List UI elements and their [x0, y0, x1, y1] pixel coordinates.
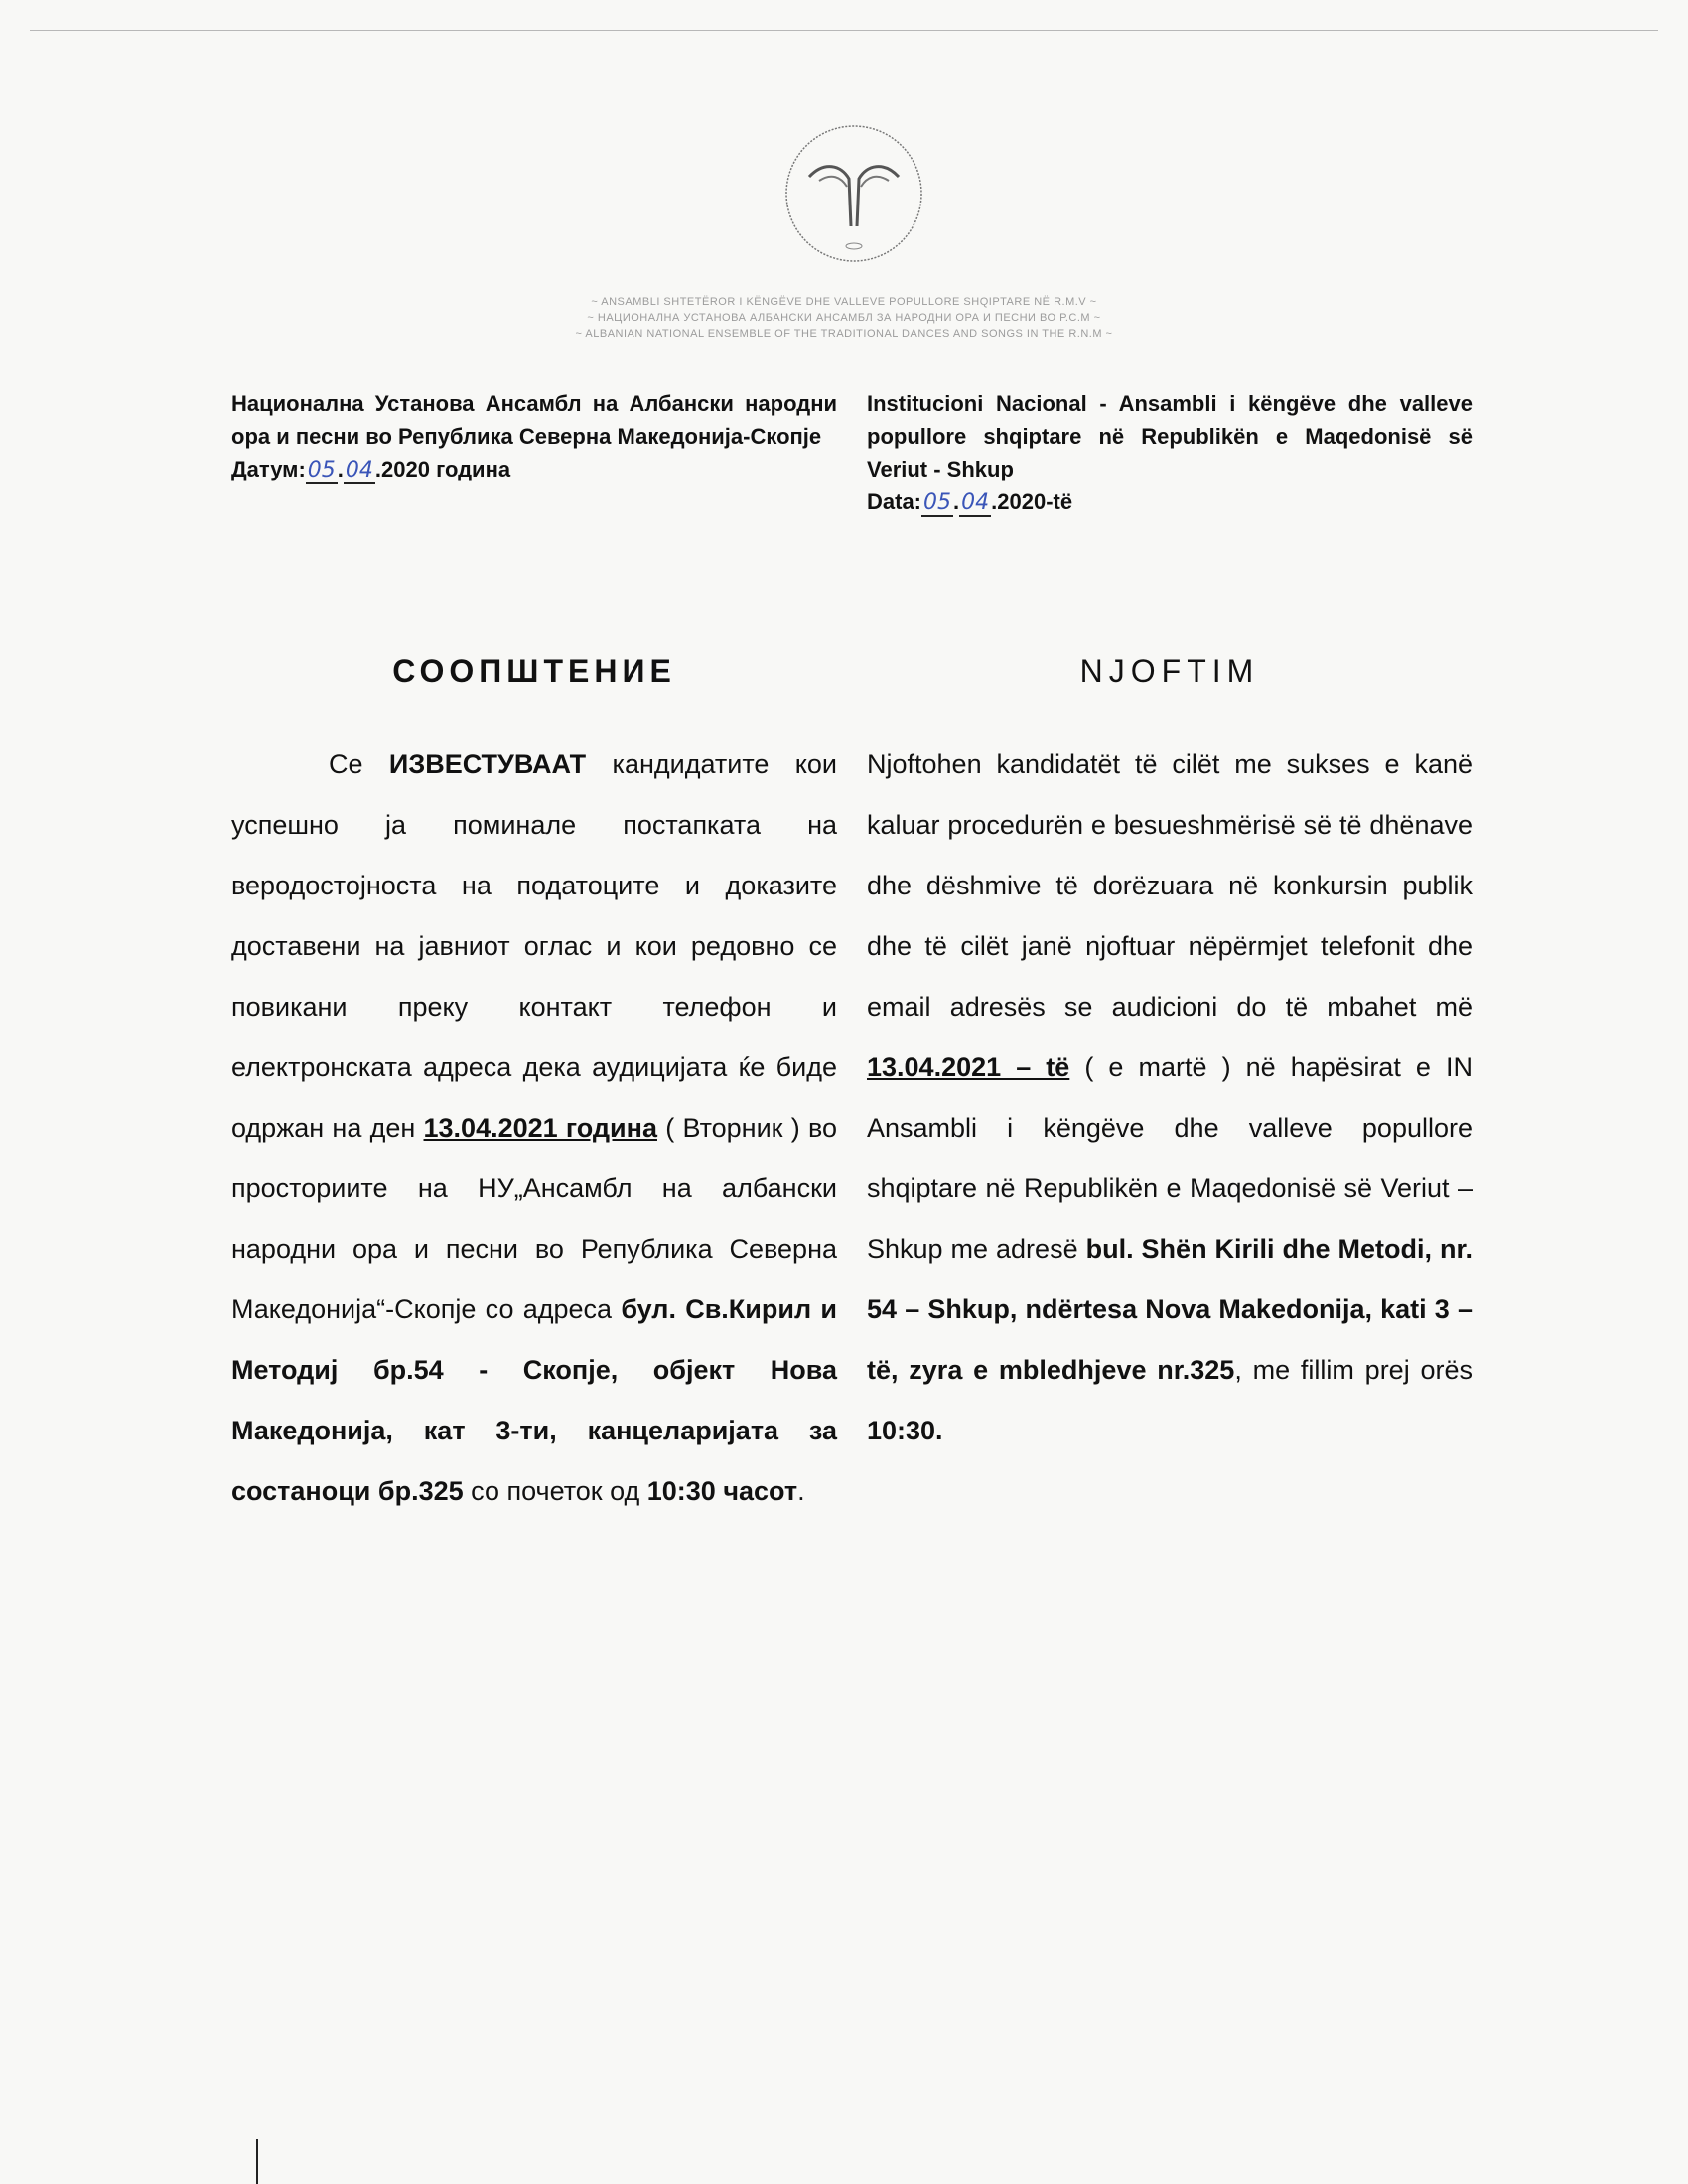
date-month-sq: 04 — [961, 490, 990, 515]
notice-title-mk: СООПШТЕНИЕ — [392, 653, 676, 689]
tagline-line-2: ~ НАЦИОНАЛНА УСТАНОВА АЛБАНСКИ АНСАМБЛ ЗА НАРОДНИ ОРА И ПЕСНИ ВО Р.С.М ~ — [587, 312, 1101, 324]
date-day-sq: 05 — [923, 490, 952, 515]
date-label-mk: Датум: — [231, 457, 306, 481]
date-line-mk: Датум:05.04.2020 година — [231, 457, 511, 482]
header-macedonian — [231, 387, 837, 486]
date-suffix-mk: .2020 година — [374, 457, 511, 481]
body-mk-text-5: . — [797, 1476, 805, 1506]
notice-body-mk — [231, 735, 837, 1522]
date-line-sq: Data:05.04.2020-të — [867, 489, 1073, 515]
notice-body-sq — [867, 735, 1473, 1461]
institution-name-sq: Institucioni Nacional - Ansambli i këngëve dhe valleve popullore shqiptare në Republikën e Maqedonisë së Veriut - Shkup — [867, 391, 1473, 481]
body-sq-text-3: , me fillim prej orës — [1234, 1355, 1474, 1385]
body-sq-date: 13.04.2021 – të — [867, 1052, 1070, 1082]
header-albanian — [867, 387, 1473, 519]
body-mk-address: бул. Св.Кирил и Методиј бр.54 - Скопје, објект Нова Македонија, кат 3-ти, канцеларијата за состаноци бр.325 — [231, 1295, 837, 1506]
date-label-sq: Data: — [867, 489, 922, 514]
body-mk-text-2: кандидатите кои успешно ја поминале постапката на веродостојноста на податоците и доказите доставени на јавниот оглас и кои редовно се повикани преку контакт телефон и електронската адреса дека аудицијата ќе биде одржан на ден — [231, 750, 837, 1143]
body-mk-text-4: со почеток од — [463, 1476, 647, 1506]
body-sq-text-2: ( e martë ) në hapësirat e IN Ansambli i këngëve dhe valleve popullore shqiptare në Republikën e Maqedonisë së Veriut – Shkup me adresë — [867, 1052, 1473, 1264]
tagline-line-1: ~ ANSAMBLI SHTETËROR I KËNGËVE DHE VALLEVE POPULLORE SHQIPTARE NË R.M.V ~ — [591, 296, 1097, 308]
margin-mark — [256, 2139, 258, 2184]
ensemble-logo-icon — [779, 119, 928, 268]
body-mk-text-1: Се — [329, 750, 389, 779]
body-sq-text-1: Njoftohen kandidatët të cilët me sukses e kanë kaluar procedurën e besueshmërisë së të dhënave dhe dëshmive të dorëzuara në konkursin publik dhe të cilët janë njoftuar nëpërmjet telefonit dhe email adresës se audicioni do të mbahet më — [867, 750, 1473, 1022]
institution-name-mk: Национална Установа Ансамбл на Албански народни ора и песни во Република Северна Македонија-Скопје — [231, 391, 837, 449]
body-mk-bold-notify: ИЗВЕСТУВААТ — [388, 750, 587, 779]
tagline-line-3: ~ ALBANIAN NATIONAL ENSEMBLE OF THE TRADITIONAL DANCES AND SONGS IN THE R.N.M ~ — [575, 328, 1113, 340]
body-mk-time: 10:30 часот — [646, 1476, 798, 1506]
date-day-mk: 05 — [307, 458, 336, 482]
body-mk-text-3: ( Вторник ) во просториите на НУ„Ансамбл на албански народни ора и песни во Република Северна Македонија“-Скопје со адреса — [231, 1113, 837, 1324]
body-sq-address: bul. Shën Kirili dhe Metodi, nr. 54 – Shkup, ndërtesa Nova Makedonija, kati 3 – të, zyra e mbledhjeve nr.325 — [867, 1234, 1473, 1385]
top-rule — [30, 30, 1658, 31]
date-suffix-sq: .2020-të — [991, 489, 1073, 514]
tagline — [397, 294, 1291, 341]
date-month-mk: 04 — [345, 458, 373, 482]
notice-title-sq: NJOFTIM — [1079, 653, 1260, 689]
body-mk-date: 13.04.2021 година — [423, 1113, 657, 1143]
body-sq-time: 10:30. — [867, 1416, 943, 1445]
